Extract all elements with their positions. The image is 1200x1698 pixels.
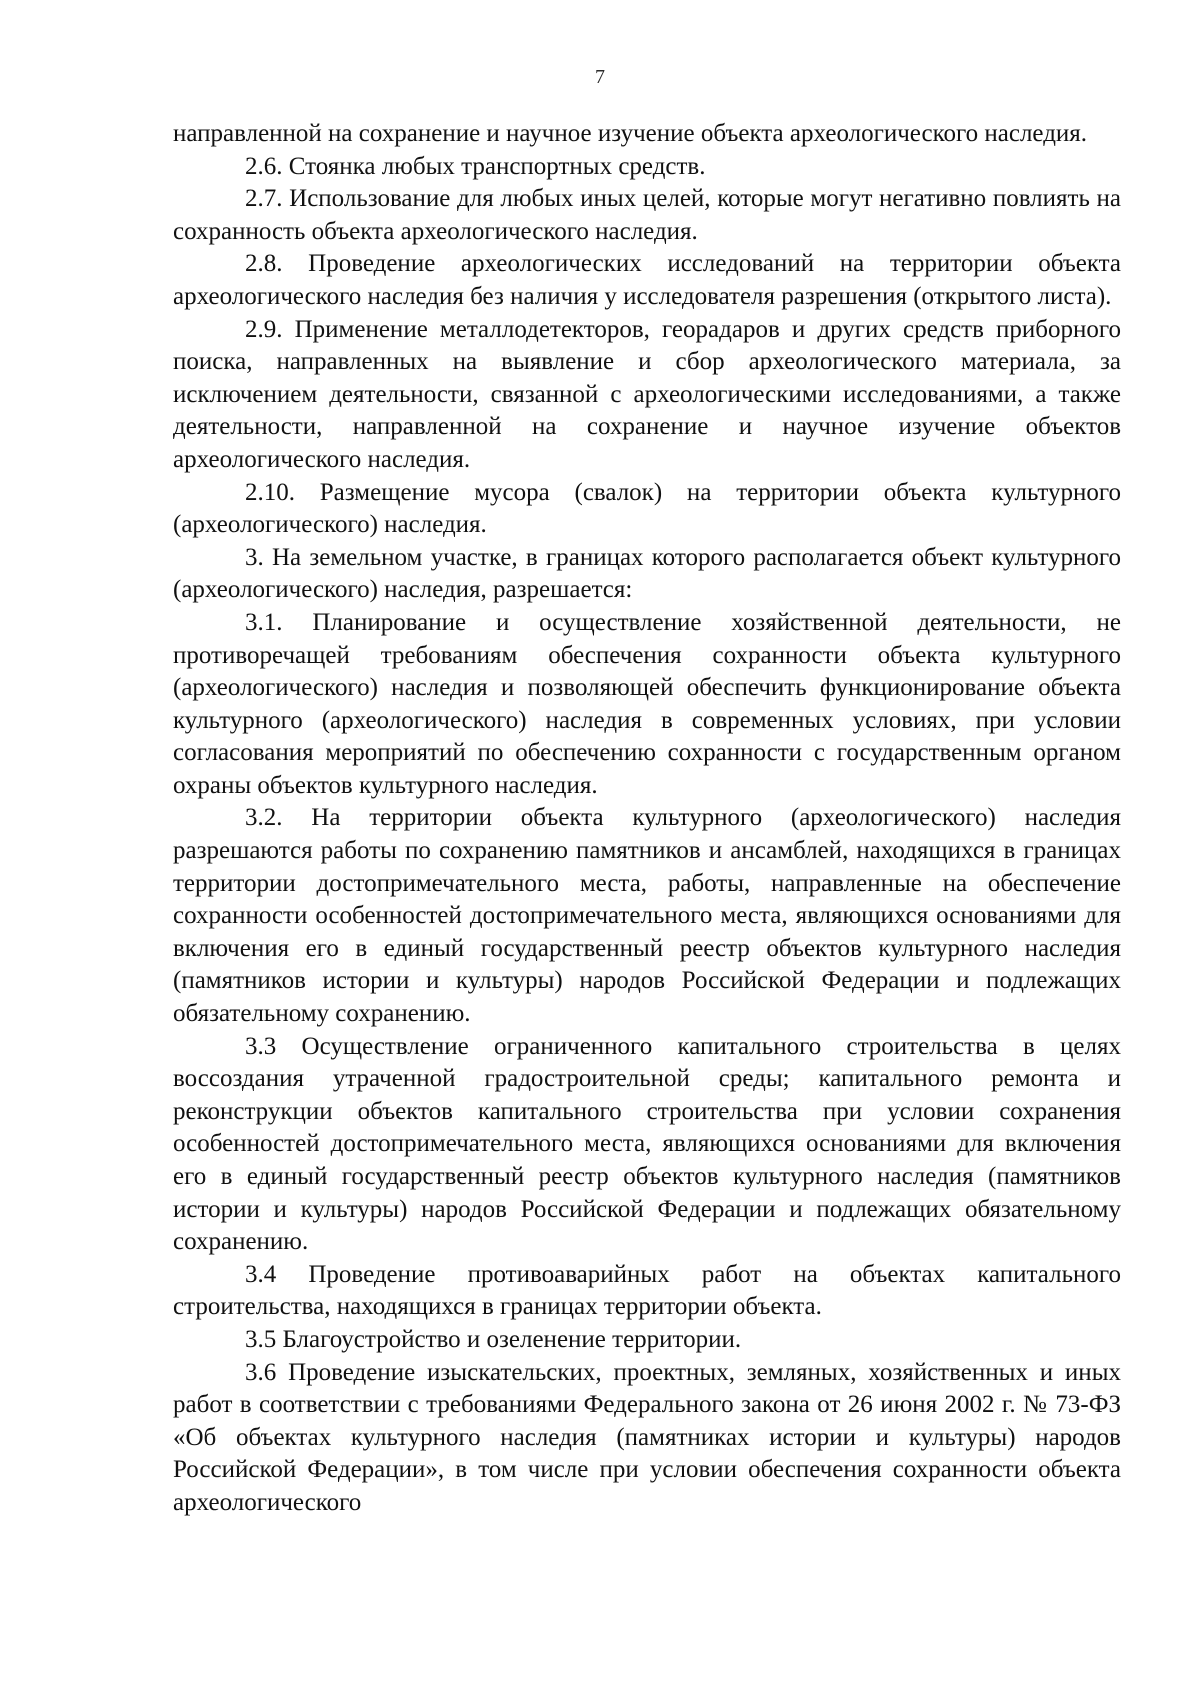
document-body (173, 118, 1121, 1520)
paragraph-2-6: 2.6. Стоянка любых транспортных средств. (245, 152, 706, 180)
paragraph-3-6: 3.6 Проведение изыскательских, проектных, земляных, хозяйственных и иных работ в соответствии с требованиями Федерального закона от 26 июня 2002 г. № 73-ФЗ «Об объектах культурного наследия (памятниках истории и культуры) народов Российской Федерации», в том числе при условии обеспечения сохранности объекта археологического (173, 1358, 1121, 1516)
paragraph-3: 3. На земельном участке, в границах которого располагается объект культурного (археологического) наследия, разрешается: (173, 543, 1121, 604)
paragraph-3-5: 3.5 Благоустройство и озеленение территории. (245, 1325, 742, 1353)
paragraph-3-2: 3.2. На территории объекта культурного (археологического) наследия разрешаются работы по сохранению памятников и ансамблей, находящихся в границах территории достопримечательного места, работы, направленные на обеспечение сохранности особенностей достопримечательного места, являющихся основаниями для включения его в единый государственный реестр объектов культурного наследия (памятников истории и культуры) народов Российской Федерации и подлежащих обязательному сохранению. (173, 804, 1121, 1028)
paragraph-continuation: направленной на сохранение и научное изучение объекта археологического наследия. (173, 120, 1088, 147)
paragraph-2-8: 2.8. Проведение археологических исследований на территории объекта археологического наследия без наличия у исследователя разрешения (открытого листа). (173, 250, 1121, 310)
paragraph-2-9: 2.9. Применение металлодетекторов, георадаров и других средств приборного поиска, направленных на выявление и сбор археологического материала, за исключением деятельности, связанной с археологическими исследованиями, а также деятельности, направленной на сохранение и научное изучение объектов археологического наследия. (173, 315, 1121, 473)
paragraph-3-4: 3.4 Проведение противоаварийных работ на объектах капитального строительства, находящихся в границах территории объекта. (173, 1260, 1121, 1321)
paragraph-3-3: 3.3 Осуществление ограниченного капитального строительства в целях воссоздания утраченной градостроительной среды; капитального ремонта и реконструкции объектов капитального строительства при условии сохранения особенностей достопримечательного места, являющихся основаниями для включения его в единый государственный реестр объектов культурного наследия (памятников истории и культуры) народов Российской Федерации и подлежащих обязательному сохранению. (173, 1032, 1121, 1256)
paragraph-2-10: 2.10. Размещение мусора (свалок) на территории объекта культурного (археологического) наследия. (173, 478, 1121, 539)
paragraph-2-7: 2.7. Использование для любых иных целей, которые могут негативно повлиять на сохранность объекта археологического наследия. (173, 185, 1121, 245)
paragraph-3-1: 3.1. Планирование и осуществление хозяйственной деятельности, не противоречащей требованиям обеспечения сохранности объекта культурного (археологического) наследия и позволяющей обеспечить функционирование объекта культурного (археологического) наследия в современных условиях, при условии согласования мероприятий по обеспечению сохранности с государственным органом охраны объектов культурного наследия. (173, 608, 1121, 799)
page-number: 7 (595, 66, 605, 88)
